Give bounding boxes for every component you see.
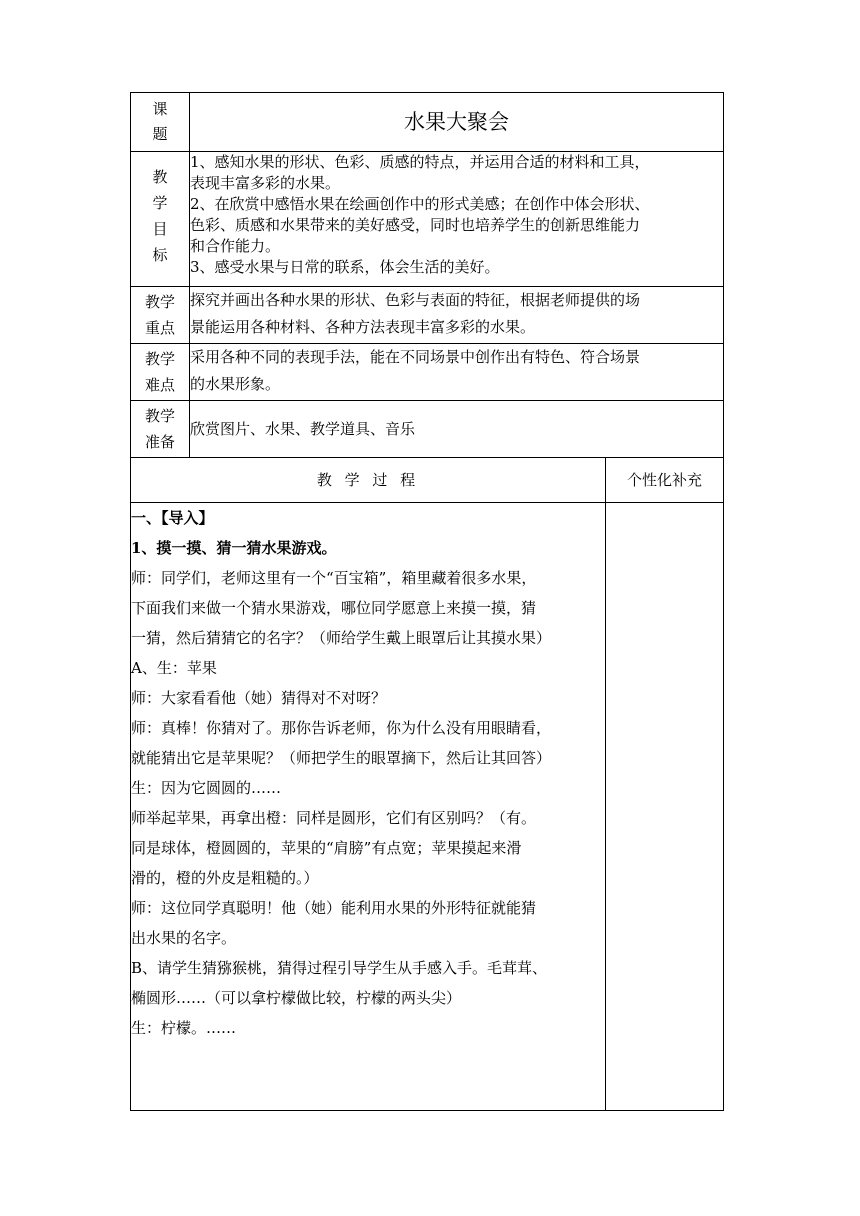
difficulties-content (190, 344, 724, 401)
process-content (131, 503, 606, 1111)
process-header-row (131, 458, 724, 503)
topic-label-cell (131, 93, 190, 152)
extra-header: 个性化补充 (606, 458, 724, 503)
process-line: A、生：苹果 (131, 659, 217, 677)
process-line: 师：这位同学真聪明！他（她）能利用水果的外形特征就能猜 (131, 899, 537, 917)
process-line: 滑的，橙的外皮是粗糙的。） (131, 869, 319, 887)
objectives-row (131, 152, 724, 287)
difficulties-line: 采用各种不同的表现手法，能在不同场景中创作出有特色、符合场景 (190, 348, 641, 366)
objectives-line: 表现丰富多彩的水果。 (190, 174, 341, 192)
topic-label: 课题 (152, 100, 168, 143)
lesson-plan-table (130, 92, 724, 1111)
process-line: 生：柠檬。…… (131, 1019, 237, 1037)
process-line: 出水果的名字。 (131, 929, 237, 947)
extra-content (606, 503, 724, 1111)
key-points-label: 教学重点 (145, 293, 176, 337)
key-points-label-cell (131, 287, 190, 344)
process-line: B、请学生猜猕猴桃，猜得过程引导学生从手感入手。毛茸茸、 (131, 959, 548, 977)
lesson-title: 水果大聚会 (190, 93, 724, 152)
process-line: 生：因为它圆圆的…… (131, 779, 282, 797)
difficulties-line: 的水果形象。 (190, 375, 281, 393)
process-line: 一猜，然后猜猜它的名字？（师给学生戴上眼罩后让其摸水果） (131, 629, 552, 647)
section-title: 一、【导入】 (131, 509, 214, 527)
objectives-label-cell (131, 152, 190, 287)
objectives-content (190, 152, 724, 287)
preparation-label-cell (131, 401, 190, 458)
key-points-content (190, 287, 724, 344)
process-line: 师：真棒！你猜对了。那你告诉老师，你为什么没有用眼睛看， (131, 719, 552, 737)
process-row (131, 503, 724, 1111)
process-line: 师举起苹果，再拿出橙：同样是圆形，它们有区别吗？（有。 (131, 809, 537, 827)
process-line: 同是球体，橙圆圆的，苹果的“肩膀”有点宽；苹果摸起来滑 (131, 839, 522, 857)
preparation-label: 教学准备 (145, 407, 176, 451)
objectives-line: 和合作能力。 (190, 237, 281, 255)
key-points-line: 探究并画出各种水果的形状、色彩与表面的特征，根据老师提供的场 (190, 291, 641, 309)
objectives-line: 色彩、质感和水果带来的美好感受，同时也培养学生的创新思维能力 (190, 216, 641, 234)
key-points-line: 景能运用各种材料、各种方法表现丰富多彩的水果。 (190, 318, 536, 336)
process-line: 椭圆形……（可以拿柠檬做比较，柠檬的两头尖） (131, 989, 462, 1007)
topic-row (131, 93, 724, 152)
objectives-line: 1、感知水果的形状、色彩、质感的特点，并运用合适的材料和工具， (190, 153, 650, 171)
difficulties-row (131, 344, 724, 401)
game-title: 1、摸一摸、猜一猜水果游戏。 (131, 539, 337, 557)
preparation-row (131, 401, 724, 458)
objectives-line: 2、在欣赏中感悟水果在绘画创作中的形式美感；在创作中体会形状、 (190, 195, 650, 213)
process-header: 教 学 过 程 (131, 458, 606, 503)
difficulties-label: 教学难点 (145, 350, 176, 394)
objectives-label: 教学目标 (152, 168, 168, 264)
process-line: 就能猜出它是苹果呢？（师把学生的眼罩摘下，然后让其回答） (131, 749, 552, 767)
key-points-row (131, 287, 724, 344)
objectives-line: 3、感受水果与日常的联系，体会生活的美好。 (190, 258, 500, 276)
difficulties-label-cell (131, 344, 190, 401)
process-line: 下面我们来做一个猜水果游戏，哪位同学愿意上来摸一摸，猜 (131, 599, 537, 617)
preparation-value: 欣赏图片、水果、教学道具、音乐 (190, 419, 416, 438)
preparation-content (190, 401, 724, 458)
process-line: 师：大家看看他（她）猜得对不对呀？ (131, 689, 387, 707)
process-line: 师：同学们，老师这里有一个“百宝箱”，箱里藏着很多水果， (131, 569, 537, 587)
